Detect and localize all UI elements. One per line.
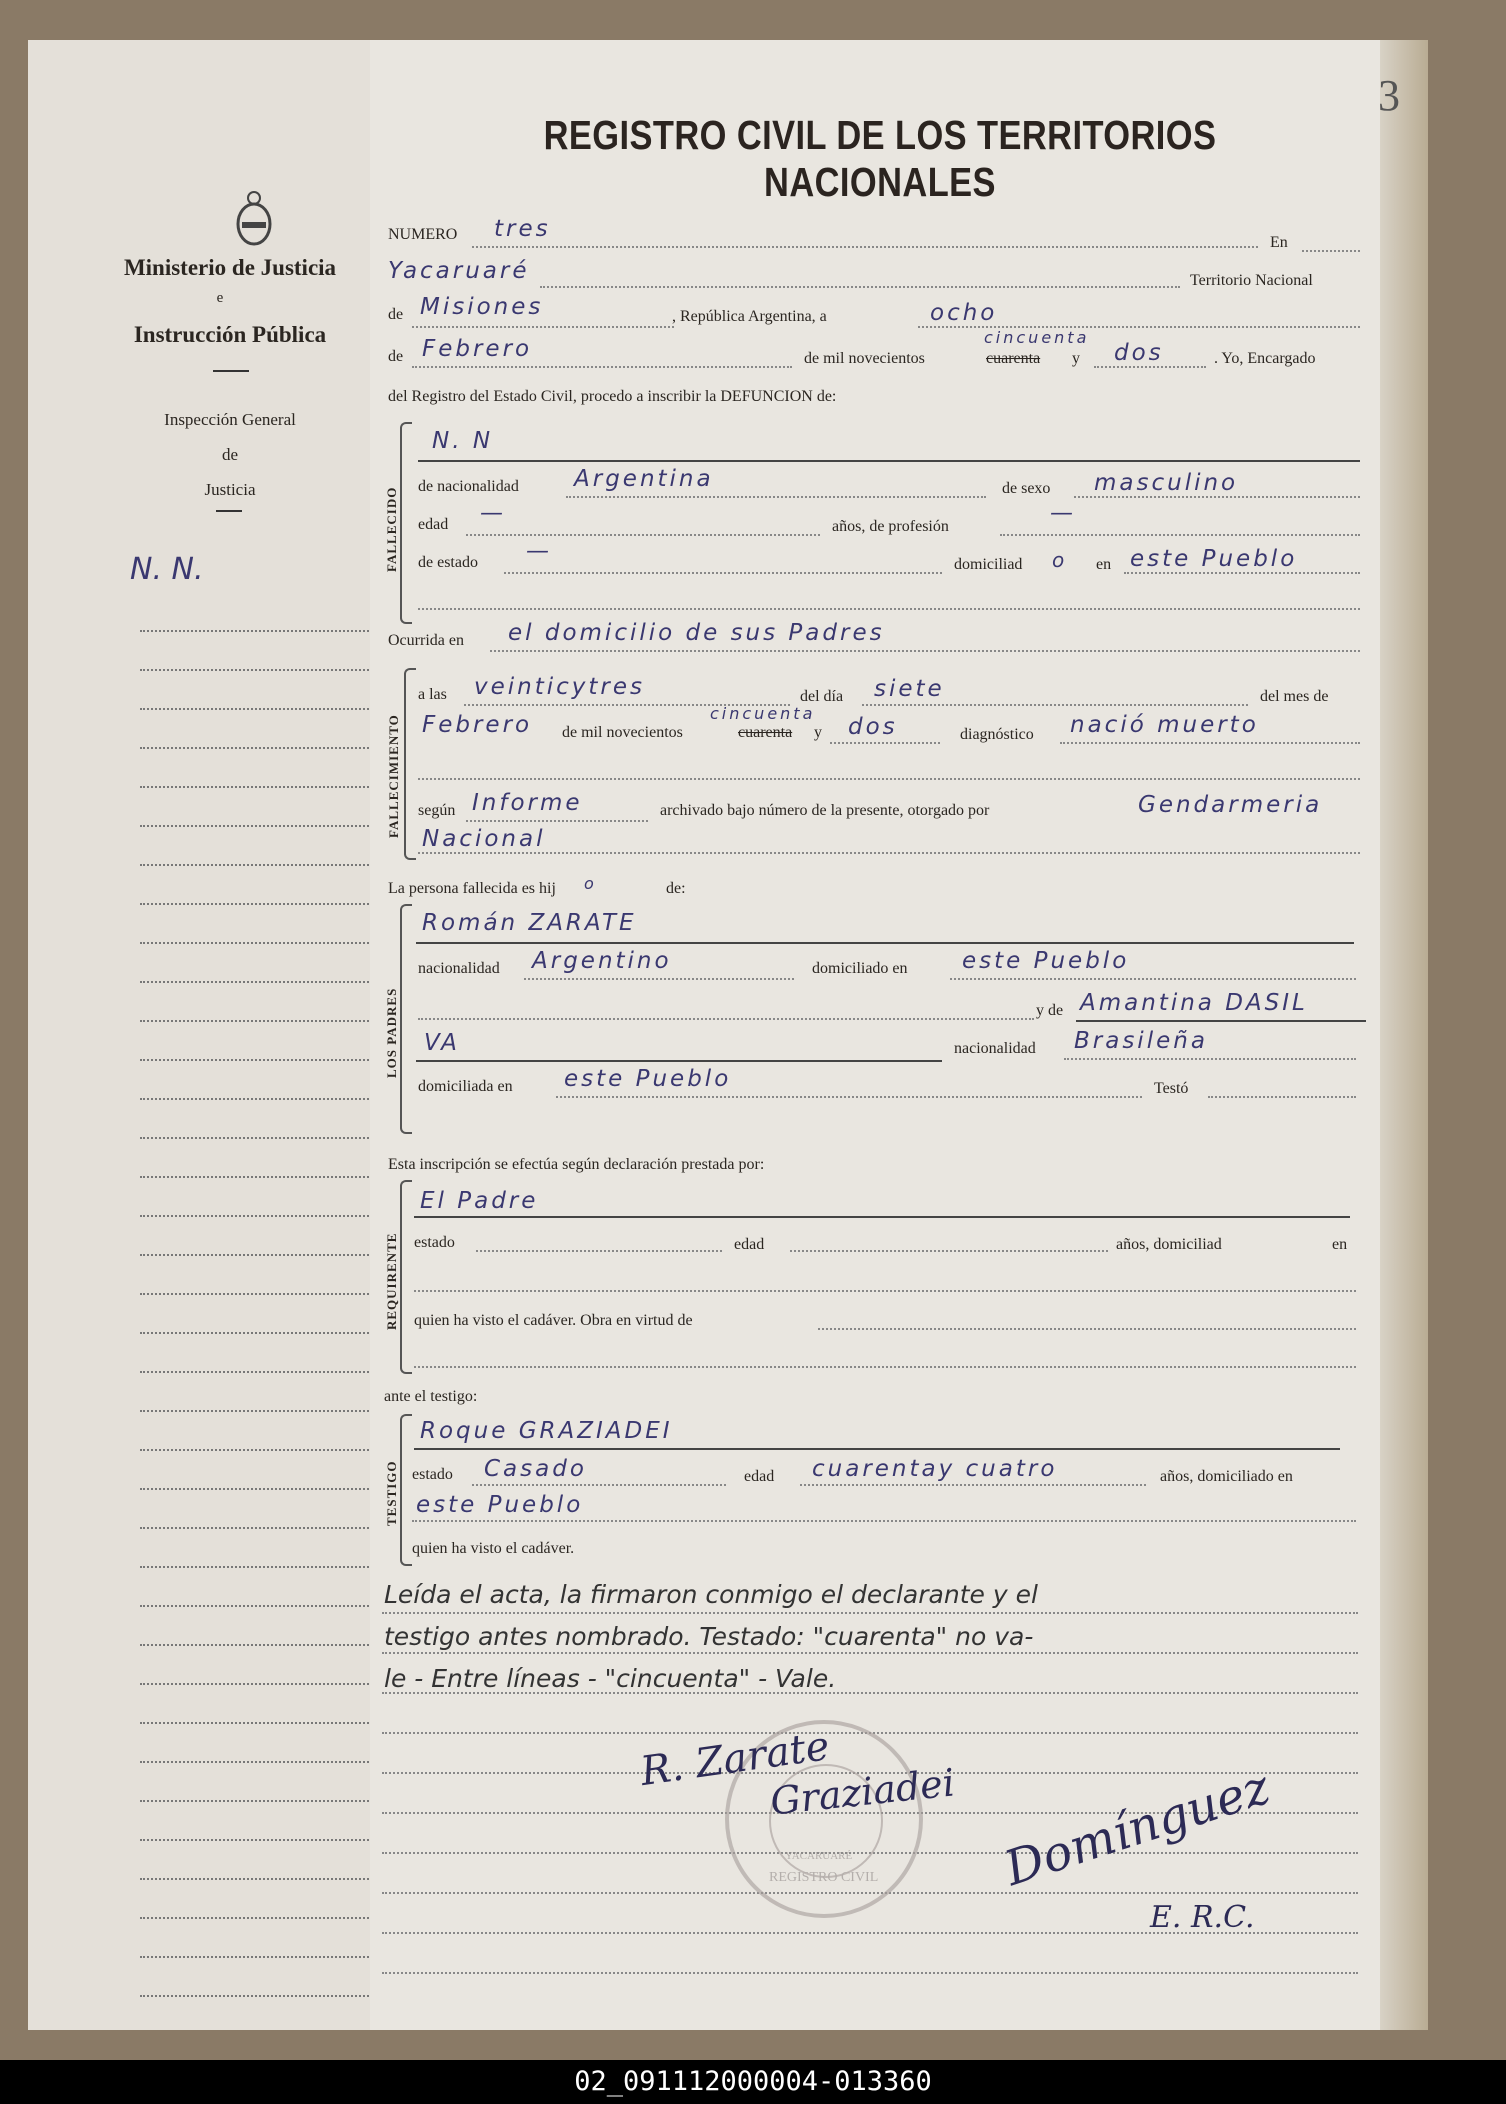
ruled-line xyxy=(140,903,372,905)
fill-line xyxy=(1064,1058,1356,1060)
province-value: Misiones xyxy=(420,294,544,320)
fill-line xyxy=(1060,742,1360,744)
stub-entry-name: N. N. xyxy=(130,552,204,587)
ruled-line xyxy=(382,1692,1358,1694)
domiciliado-suffix: o xyxy=(1052,548,1068,572)
territorio-label: Territorio Nacional xyxy=(1190,272,1313,289)
ruled-line xyxy=(140,786,372,788)
fill-line xyxy=(418,778,1360,780)
fill-line xyxy=(540,286,1180,288)
domiciliado-label: domiciliad xyxy=(954,556,1023,573)
fill-line xyxy=(418,852,1360,854)
ocurrida-label: Ocurrida en xyxy=(388,632,464,649)
month-value: Febrero xyxy=(422,336,533,362)
declaracion-label: Esta inscripción se efectúa según declaración prestada por: xyxy=(388,1156,765,1173)
ruled-line xyxy=(382,1652,1358,1654)
section-brace xyxy=(404,668,416,860)
ruled-line xyxy=(140,708,372,710)
testigo-edad: cuarentay cuatro xyxy=(812,1456,1058,1482)
anos-profesion-label: años, de profesión xyxy=(832,518,949,535)
fill-line xyxy=(414,1290,1356,1292)
fill-line xyxy=(800,1484,1146,1486)
padre-domiciliado-label: domiciliado en xyxy=(812,960,908,977)
ruled-line xyxy=(140,747,372,749)
ruled-line xyxy=(140,1215,372,1217)
ruled-line xyxy=(140,1527,372,1529)
day-value: ocho xyxy=(930,300,998,326)
page-number: 3 xyxy=(1378,71,1400,120)
ruled-line xyxy=(140,1566,372,1568)
ruled-line xyxy=(140,1020,372,1022)
requirente-edad-label: edad xyxy=(734,1236,765,1253)
divider xyxy=(213,370,249,372)
ruled-line xyxy=(140,1839,372,1841)
padre-domicilio: este Pueblo xyxy=(962,948,1130,974)
y-label: y xyxy=(1072,350,1080,367)
divider xyxy=(216,510,242,512)
ruled-line xyxy=(140,981,372,983)
del-mes-label: del mes de xyxy=(1260,688,1329,705)
estado-label: de estado xyxy=(418,554,478,571)
ruled-line xyxy=(140,1332,372,1334)
section-brace xyxy=(400,1414,412,1566)
signature-testigo: Graziadei xyxy=(768,1760,957,1824)
testigo-cadaver-label: quien ha visto el cadáver. xyxy=(412,1540,575,1557)
inspeccion-line1: Inspección General xyxy=(164,410,296,429)
fill-line xyxy=(418,608,1360,610)
fallecimiento-year-units: dos xyxy=(848,714,898,740)
ruled-line xyxy=(140,1683,372,1685)
ministry-name-line1: Ministerio de Justicia xyxy=(123,255,337,280)
numero-value: tres xyxy=(494,216,551,242)
fill-line xyxy=(414,1366,1356,1368)
otorgado-value-line1: Gendarmeria xyxy=(1138,792,1323,818)
fallecido-section-label: FALLECIDO xyxy=(384,486,399,572)
ruled-line xyxy=(140,864,372,866)
segun-value: Informe xyxy=(472,790,583,816)
fallecimiento-year-label: de mil novecientos xyxy=(562,724,683,741)
fill-line xyxy=(490,650,1360,652)
diagnostico-label: diagnóstico xyxy=(960,726,1034,743)
ruled-line xyxy=(140,942,372,944)
ruled-line xyxy=(140,1293,372,1295)
requirente-en-label: en xyxy=(1332,1236,1348,1253)
closing-note-line1: Leída el acta, la firmaron conmigo el declarante y el xyxy=(384,1580,1038,1609)
ruled-line xyxy=(140,1644,372,1646)
ministry-conjunction: e xyxy=(216,290,224,306)
mes-value: Febrero xyxy=(422,712,533,738)
hora-value: veinticytres xyxy=(474,674,646,700)
edad-label: edad xyxy=(418,516,449,533)
fill-line xyxy=(412,1520,1356,1522)
requirente-estado-label: estado xyxy=(414,1234,455,1251)
section-brace xyxy=(400,1180,412,1374)
fill-line xyxy=(1094,366,1206,368)
ruled-line xyxy=(140,825,372,827)
form-title: REGISTRO CIVIL DE LOS TERRITORIOS NACIONALES xyxy=(543,112,1217,205)
testigo-estado: Casado xyxy=(484,1456,587,1482)
requirente-name: El Padre xyxy=(420,1188,539,1214)
national-coat-of-arms-icon xyxy=(234,190,274,248)
ruled-line xyxy=(140,1137,372,1139)
sexo-label: de sexo xyxy=(1002,480,1051,497)
inspeccion-line2: Justicia xyxy=(204,480,256,499)
fill-line xyxy=(466,534,820,536)
name-line xyxy=(414,1448,1340,1450)
hijo-suffix: o xyxy=(584,874,597,893)
image-caption: 02_091112000004-013360 xyxy=(0,2060,1506,2104)
name-line xyxy=(418,460,1360,462)
ruled-line xyxy=(140,1410,372,1412)
fill-line xyxy=(1302,250,1360,252)
testigo-estado-label: estado xyxy=(412,1466,453,1483)
fill-line xyxy=(472,1484,726,1486)
fill-line xyxy=(862,704,1248,706)
ruled-line xyxy=(140,1098,372,1100)
fallecido-estado: — xyxy=(526,538,552,564)
archivado-label: archivado bajo número de la presente, otorgado por xyxy=(660,802,990,819)
fallecido-profesion: — xyxy=(1050,500,1076,526)
padres-section-label: LOS PADRES xyxy=(384,987,399,1078)
fallecido-name: N. N xyxy=(432,428,494,454)
madre-name-line2: VA xyxy=(424,1030,460,1056)
fallecido-nacionalidad: Argentina xyxy=(574,466,714,492)
fallecimiento-year-inserted: cincuenta xyxy=(710,704,816,723)
fallecido-edad: — xyxy=(480,500,506,526)
requirente-anos-label: años, domiciliad xyxy=(1116,1236,1222,1253)
padre-nacionalidad: Argentino xyxy=(532,948,672,974)
ruled-line xyxy=(140,669,372,671)
hijo-de-label: de: xyxy=(666,880,686,897)
fill-line xyxy=(1000,534,1360,536)
fill-line xyxy=(830,742,940,744)
fallecido-sexo: masculino xyxy=(1094,470,1239,496)
otorgado-value-line2: Nacional xyxy=(422,826,546,852)
ruled-line xyxy=(140,1722,372,1724)
madre-domicilio: este Pueblo xyxy=(564,1066,732,1092)
fill-line xyxy=(950,978,1356,980)
madre-domiciliada-label: domiciliada en xyxy=(418,1078,513,1095)
signature-encargado: Domínguez xyxy=(998,1758,1277,1898)
fill-line xyxy=(1074,496,1360,498)
en-label: En xyxy=(1270,234,1288,251)
fill-line xyxy=(556,1096,1142,1098)
segun-label: según xyxy=(418,802,456,819)
fill-line xyxy=(412,326,674,328)
republica-label: , República Argentina, a xyxy=(672,308,827,325)
fallecimiento-year-struck: cuarenta xyxy=(738,724,793,741)
signature-declarante: R. Zarate xyxy=(637,1723,833,1795)
encargado-label: . Yo, Encargado xyxy=(1214,350,1316,367)
ruled-line xyxy=(140,1371,372,1373)
fill-line xyxy=(818,1328,1356,1330)
fill-line xyxy=(566,496,986,498)
ruled-line xyxy=(140,1449,372,1451)
year-inserted: cincuenta xyxy=(984,328,1090,347)
hijo-label: La persona fallecida es hij xyxy=(388,880,556,897)
ruled-line xyxy=(140,1761,372,1763)
testigo-section-label: TESTIGO xyxy=(384,1460,399,1526)
testigo-domicilio: este Pueblo xyxy=(416,1492,584,1518)
ruled-line xyxy=(140,1878,372,1880)
nacionalidad-label: de nacionalidad xyxy=(418,478,519,495)
ruled-line xyxy=(140,630,372,632)
fill-line xyxy=(412,366,792,368)
numero-label: NUMERO xyxy=(388,226,458,243)
ruled-line xyxy=(382,1612,1358,1614)
page-edge xyxy=(1380,40,1428,2030)
ruled-line xyxy=(140,1800,372,1802)
seal-text-bottom: REGISTRO CIVIL xyxy=(769,1870,879,1885)
ruled-line xyxy=(140,1995,372,1997)
fill-line xyxy=(524,978,794,980)
testo-label: Testó xyxy=(1154,1080,1189,1097)
requirente-section-label: REQUIRENTE xyxy=(384,1232,399,1330)
fill-line xyxy=(1208,1096,1356,1098)
fill-line xyxy=(418,1018,1034,1020)
ruled-line xyxy=(140,1605,372,1607)
fill-line xyxy=(790,1250,1108,1252)
closing-note-line2: testigo antes nombrado. Testado: "cuarenta" no va- xyxy=(384,1622,1034,1651)
ruled-line xyxy=(140,1917,372,1919)
fallecimiento-section-label: FALLECIMIENTO xyxy=(386,714,401,838)
fill-line xyxy=(504,572,942,574)
madre-nacionalidad-label: nacionalidad xyxy=(954,1040,1036,1057)
name-line xyxy=(414,1216,1350,1218)
ruled-line xyxy=(140,1488,372,1490)
fill-line xyxy=(1124,572,1360,574)
madre-name-line1: Amantina DASIL xyxy=(1080,990,1308,1016)
name-line xyxy=(1076,1020,1366,1022)
testigo-edad-label: edad xyxy=(744,1468,775,1485)
ruled-line xyxy=(140,1176,372,1178)
testigo-name: Roque GRAZIADEI xyxy=(420,1418,673,1444)
a-las-label: a las xyxy=(418,686,447,703)
place-value: Yacaruaré xyxy=(388,258,530,284)
y-de-label: y de xyxy=(1036,1002,1064,1019)
section-brace xyxy=(400,422,412,624)
section-brace xyxy=(400,904,412,1134)
de-label: de xyxy=(388,306,404,323)
del-dia-label: del día xyxy=(800,688,844,705)
seal-text-town: YACARUARÉ xyxy=(785,1850,853,1862)
ruled-line xyxy=(140,1059,372,1061)
name-line xyxy=(416,1060,942,1062)
fill-line xyxy=(466,820,648,822)
fill-line xyxy=(476,1250,722,1252)
signature-encargado-title: E. R.C. xyxy=(1150,1900,1255,1935)
en-label-2: en xyxy=(1096,556,1112,573)
inspeccion-de: de xyxy=(221,445,239,464)
intro-text: del Registro del Estado Civil, procedo a inscribir la DEFUNCION de: xyxy=(388,388,837,405)
ministry-name-line2: Instrucción Pública xyxy=(133,322,327,347)
year-struck: cuarenta xyxy=(986,350,1041,367)
year-units: dos xyxy=(1114,340,1164,366)
dia-value: siete xyxy=(874,676,945,702)
name-line xyxy=(416,942,1354,944)
testigo-intro: ante el testigo: xyxy=(384,1388,478,1405)
requirente-cadaver-label: quien ha visto el cadáver. Obra en virtud de xyxy=(414,1312,693,1329)
ocurrida-value: el domicilio de sus Padres xyxy=(508,620,885,646)
madre-nacionalidad: Brasileña xyxy=(1074,1028,1208,1054)
de-label-2: de xyxy=(388,348,404,365)
y-label-2: y xyxy=(814,724,822,741)
ruled-line xyxy=(140,1956,372,1958)
closing-note-line3: le - Entre líneas - "cincuenta" - Vale. xyxy=(384,1664,837,1693)
ruled-line xyxy=(382,1972,1358,1974)
testigo-anos-label: años, domiciliado en xyxy=(1160,1468,1293,1485)
padre-nacionalidad-label: nacionalidad xyxy=(418,960,500,977)
fill-line xyxy=(472,246,1258,248)
fallecido-domicilio: este Pueblo xyxy=(1130,546,1298,572)
year-label: de mil novecientos xyxy=(804,350,925,367)
diagnostico-value: nació muerto xyxy=(1070,712,1259,738)
stub-page xyxy=(28,40,372,2030)
ruled-line xyxy=(140,1254,372,1256)
padre-name: Román ZARATE xyxy=(422,910,637,936)
